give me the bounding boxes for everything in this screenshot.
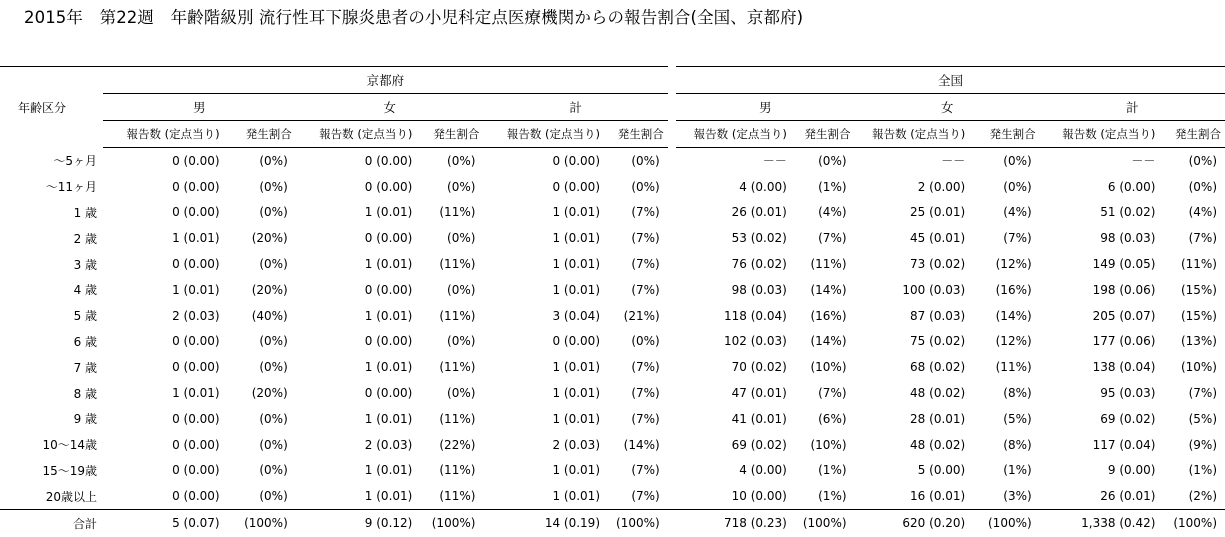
rate-cell: (100%)	[1159, 510, 1225, 536]
reports-header: 報告数 (定点当り)	[855, 121, 970, 148]
rate-cell: (21%)	[623, 308, 660, 323]
table-row	[0, 432, 1225, 458]
rate-cell: (7%)	[631, 489, 660, 504]
rate-cell: (11%)	[995, 360, 1032, 375]
report-count-cell: 3 (0.04)	[552, 308, 600, 323]
age-group-label: ～11ヶ月	[45, 180, 98, 195]
report-count-cell: 718 (0.23)	[676, 510, 791, 536]
rate-cell: (100%)	[224, 510, 296, 536]
rate-cell: (100%)	[969, 510, 1039, 536]
report-count-cell: 45 (0.01)	[910, 231, 966, 246]
rate-cell: (14%)	[810, 282, 847, 297]
report-count-cell: 73 (0.02)	[910, 257, 966, 272]
rate-cell: (0%)	[1003, 153, 1032, 168]
rate-cell: (0%)	[259, 205, 288, 220]
report-count-cell: －－	[941, 154, 966, 169]
rate-cell: (7%)	[631, 205, 660, 220]
report-count-cell: 28 (0.01)	[910, 411, 966, 426]
rate-cell: (11%)	[439, 308, 476, 323]
table-body	[0, 148, 1225, 536]
age-group-label: 15～19歳	[42, 463, 98, 478]
rate-cell: (10%)	[810, 360, 847, 375]
rate-cell: (7%)	[631, 231, 660, 246]
report-count-cell: 177 (0.06)	[1092, 334, 1156, 349]
age-group-label: 7 歳	[73, 360, 98, 375]
rate-cell: (15%)	[1180, 308, 1217, 323]
age-group-label: 6 歳	[73, 334, 98, 349]
national-female-header: 女	[855, 94, 1040, 121]
report-count-cell: 1 (0.01)	[364, 205, 413, 220]
report-count-cell: 1 (0.01)	[552, 411, 600, 426]
region-kyoto-header: 京都府	[103, 67, 668, 94]
report-count-cell: 1 (0.01)	[552, 489, 600, 504]
report-count-cell: 1 (0.01)	[364, 489, 413, 504]
table-row	[0, 200, 1225, 226]
report-count-cell: 0 (0.00)	[552, 334, 600, 349]
report-count-cell: 0 (0.00)	[172, 489, 220, 504]
rate-cell: (7%)	[631, 257, 660, 272]
report-count-cell: 1 (0.01)	[552, 257, 600, 272]
report-count-cell: 620 (0.20)	[855, 510, 970, 536]
report-count-cell: 26 (0.01)	[731, 205, 787, 220]
rate-header: 発生割合	[416, 121, 483, 148]
report-count-cell: 0 (0.00)	[172, 411, 220, 426]
rate-cell: (7%)	[631, 282, 660, 297]
rate-cell: (2%)	[1188, 489, 1217, 504]
report-count-cell: 95 (0.03)	[1100, 386, 1156, 401]
rate-cell: (7%)	[818, 386, 847, 401]
rate-cell: (16%)	[995, 282, 1032, 297]
report-count-cell: 0 (0.00)	[172, 437, 220, 452]
header-row-metrics	[0, 121, 1225, 148]
national-total-header: 計	[1040, 94, 1225, 121]
age-group-label: 3 歳	[73, 257, 98, 272]
report-count-cell: 102 (0.03)	[724, 334, 787, 349]
rate-cell: (0%)	[631, 153, 660, 168]
report-count-cell: 0 (0.00)	[172, 463, 220, 478]
reports-header: 報告数 (定点当り)	[296, 121, 417, 148]
rate-header: 発生割合	[224, 121, 296, 148]
report-count-cell: 1,338 (0.42)	[1040, 510, 1160, 536]
rate-cell: (11%)	[439, 489, 476, 504]
report-count-cell: 1 (0.01)	[552, 386, 600, 401]
report-table	[0, 66, 1225, 536]
report-count-cell: 1 (0.01)	[364, 257, 413, 272]
report-count-cell: 149 (0.05)	[1092, 257, 1156, 272]
report-count-cell: 16 (0.01)	[910, 489, 966, 504]
header-row-region	[0, 67, 1225, 94]
rate-cell: (7%)	[1188, 386, 1217, 401]
rate-cell: (11%)	[439, 411, 476, 426]
report-count-cell: 26 (0.01)	[1100, 489, 1156, 504]
report-count-cell: 48 (0.02)	[910, 386, 966, 401]
table-row	[0, 148, 1225, 174]
report-count-cell: 47 (0.01)	[731, 386, 787, 401]
rate-cell: (11%)	[439, 205, 476, 220]
report-count-cell: 100 (0.03)	[902, 282, 966, 297]
report-count-cell: 117 (0.04)	[1092, 437, 1156, 452]
report-count-cell: 1 (0.01)	[172, 231, 220, 246]
report-count-cell: 138 (0.04)	[1092, 360, 1156, 375]
rate-cell: (16%)	[810, 308, 847, 323]
total-row	[0, 510, 1225, 536]
report-count-cell: 4 (0.00)	[739, 179, 787, 194]
table-row	[0, 406, 1225, 432]
header-row-sex	[0, 94, 1225, 121]
report-count-cell: 48 (0.02)	[910, 437, 966, 452]
rate-cell: (9%)	[1188, 437, 1217, 452]
table-row	[0, 329, 1225, 355]
report-count-cell: 25 (0.01)	[910, 205, 966, 220]
report-count-cell: 0 (0.00)	[364, 153, 413, 168]
rate-cell: (12%)	[995, 257, 1032, 272]
rate-cell: (15%)	[1180, 282, 1217, 297]
report-count-cell: 118 (0.04)	[724, 308, 787, 323]
report-count-cell: 2 (0.00)	[917, 179, 966, 194]
report-count-cell: 75 (0.02)	[910, 334, 966, 349]
region-national-header: 全国	[676, 67, 1225, 94]
table-row	[0, 277, 1225, 303]
rate-cell: (12%)	[995, 334, 1032, 349]
report-count-cell: 53 (0.02)	[731, 231, 787, 246]
rate-cell: (14%)	[810, 334, 847, 349]
age-group-header: 年齢区分	[0, 67, 103, 148]
reports-header: 報告数 (定点当り)	[483, 121, 604, 148]
report-count-cell: 70 (0.02)	[731, 360, 787, 375]
report-count-cell: 68 (0.02)	[910, 360, 966, 375]
rate-cell: (11%)	[439, 360, 476, 375]
rate-cell: (0%)	[1188, 179, 1217, 194]
rate-cell: (1%)	[818, 463, 847, 478]
report-count-cell: 0 (0.00)	[364, 231, 413, 246]
report-count-cell: 1 (0.01)	[172, 386, 220, 401]
rate-cell: (4%)	[1003, 205, 1032, 220]
report-count-cell: 9 (0.12)	[296, 510, 417, 536]
rate-cell: (20%)	[251, 282, 288, 297]
report-count-cell: 205 (0.07)	[1092, 308, 1156, 323]
rate-cell: (0%)	[259, 489, 288, 504]
rate-cell: (11%)	[810, 257, 847, 272]
rate-cell: (10%)	[810, 437, 847, 452]
age-group-label: 合計	[0, 510, 103, 536]
rate-cell: (0%)	[447, 231, 476, 246]
reports-header: 報告数 (定点当り)	[676, 121, 791, 148]
rate-cell: (22%)	[439, 437, 476, 452]
report-count-cell: 1 (0.01)	[552, 360, 600, 375]
report-count-cell: 6 (0.00)	[1107, 179, 1156, 194]
report-count-cell: 1 (0.01)	[364, 463, 413, 478]
table-row	[0, 174, 1225, 200]
rate-cell: (4%)	[1188, 205, 1217, 220]
report-count-cell: 2 (0.03)	[364, 437, 413, 452]
rate-cell: (7%)	[1003, 231, 1032, 246]
age-group-label: 8 歳	[73, 386, 98, 401]
table-row	[0, 354, 1225, 380]
rate-cell: (13%)	[1180, 334, 1217, 349]
age-group-label: 4 歳	[73, 283, 98, 298]
rate-cell: (7%)	[1188, 231, 1217, 246]
rate-cell: (11%)	[439, 257, 476, 272]
rate-cell: (11%)	[1180, 257, 1217, 272]
report-count-cell: 0 (0.00)	[172, 360, 220, 375]
rate-cell: (40%)	[251, 308, 288, 323]
rate-cell: (8%)	[1003, 437, 1032, 452]
rate-cell: (14%)	[995, 308, 1032, 323]
report-count-cell: 1 (0.01)	[364, 360, 413, 375]
report-count-cell: 0 (0.00)	[172, 179, 220, 194]
report-count-cell: 198 (0.06)	[1092, 282, 1156, 297]
rate-cell: (0%)	[447, 153, 476, 168]
report-count-cell: 1 (0.01)	[552, 282, 600, 297]
rate-cell: (0%)	[631, 179, 660, 194]
national-male-header: 男	[676, 94, 854, 121]
report-count-cell: 0 (0.00)	[172, 257, 220, 272]
rate-cell: (14%)	[623, 437, 660, 452]
report-count-cell: 98 (0.03)	[1100, 231, 1156, 246]
report-count-cell: 1 (0.01)	[552, 463, 600, 478]
report-count-cell: 0 (0.00)	[172, 153, 220, 168]
rate-cell: (5%)	[1188, 411, 1217, 426]
report-count-cell: 0 (0.00)	[364, 282, 413, 297]
report-count-cell: 41 (0.01)	[731, 411, 787, 426]
report-count-cell: 5 (0.00)	[917, 463, 966, 478]
report-count-cell: －－	[1131, 154, 1156, 169]
rate-cell: (0%)	[1188, 153, 1217, 168]
report-count-cell: 2 (0.03)	[172, 308, 220, 323]
report-count-cell: 10 (0.00)	[731, 489, 787, 504]
rate-cell: (7%)	[631, 386, 660, 401]
rate-cell: (1%)	[818, 179, 847, 194]
rate-cell: (0%)	[259, 179, 288, 194]
table-row	[0, 483, 1225, 509]
rate-cell: (0%)	[259, 411, 288, 426]
rate-cell: (6%)	[818, 411, 847, 426]
page-title: 2015年 第22週 年齢階級別 流行性耳下腺炎患者の小児科定点医療機関からの報告割合(全国、京都府)	[24, 8, 804, 27]
rate-cell: (0%)	[447, 334, 476, 349]
rate-cell: (0%)	[259, 360, 288, 375]
rate-cell: (0%)	[259, 334, 288, 349]
rate-cell: (0%)	[631, 334, 660, 349]
report-count-cell: －－	[762, 154, 787, 169]
age-group-label: 1 歳	[73, 205, 98, 220]
rate-cell: (10%)	[1180, 360, 1217, 375]
rate-cell: (11%)	[439, 463, 476, 478]
report-count-cell: 98 (0.03)	[731, 282, 787, 297]
report-count-cell: 76 (0.02)	[731, 257, 787, 272]
reports-header: 報告数 (定点当り)	[103, 121, 224, 148]
report-count-cell: 0 (0.00)	[172, 334, 220, 349]
age-group-label: 5 歳	[73, 309, 98, 324]
rate-cell: (3%)	[1003, 489, 1032, 504]
report-count-cell: 1 (0.01)	[364, 411, 413, 426]
report-count-cell: 1 (0.01)	[172, 282, 220, 297]
reports-header: 報告数 (定点当り)	[1040, 121, 1160, 148]
rate-cell: (1%)	[1188, 463, 1217, 478]
rate-cell: (0%)	[259, 257, 288, 272]
rate-cell: (5%)	[1003, 411, 1032, 426]
rate-cell: (100%)	[416, 510, 483, 536]
rate-cell: (0%)	[1003, 179, 1032, 194]
rate-header: 発生割合	[791, 121, 855, 148]
table-row	[0, 251, 1225, 277]
rate-cell: (7%)	[631, 360, 660, 375]
report-count-cell: 5 (0.07)	[103, 510, 224, 536]
rate-cell: (0%)	[818, 153, 847, 168]
report-count-cell: 69 (0.02)	[731, 437, 787, 452]
rate-cell: (0%)	[259, 463, 288, 478]
report-count-cell: 0 (0.00)	[172, 205, 220, 220]
report-count-cell: 0 (0.00)	[552, 179, 600, 194]
table-row	[0, 303, 1225, 329]
report-count-cell: 69 (0.02)	[1100, 411, 1156, 426]
report-count-cell: 0 (0.00)	[552, 153, 600, 168]
rate-cell: (20%)	[251, 386, 288, 401]
rate-cell: (20%)	[251, 231, 288, 246]
table-row	[0, 458, 1225, 484]
rate-cell: (0%)	[259, 153, 288, 168]
age-group-label: 20歳以上	[45, 489, 98, 504]
rate-cell: (0%)	[447, 282, 476, 297]
report-count-cell: 14 (0.19)	[483, 510, 604, 536]
kyoto-female-header: 女	[296, 94, 484, 121]
rate-cell: (1%)	[818, 489, 847, 504]
report-count-cell: 9 (0.00)	[1107, 463, 1156, 478]
rate-header: 発生割合	[969, 121, 1039, 148]
report-count-cell: 1 (0.01)	[552, 205, 600, 220]
rate-header: 発生割合	[1159, 121, 1225, 148]
report-count-cell: 2 (0.03)	[552, 437, 600, 452]
rate-cell: (0%)	[259, 437, 288, 452]
report-count-cell: 0 (0.00)	[364, 334, 413, 349]
report-count-cell: 87 (0.03)	[910, 308, 966, 323]
table-row	[0, 225, 1225, 251]
report-count-cell: 0 (0.00)	[364, 386, 413, 401]
report-count-cell: 1 (0.01)	[552, 231, 600, 246]
rate-cell: (1%)	[1003, 463, 1032, 478]
age-group-label: 10～14歳	[42, 438, 98, 453]
report-count-cell: 0 (0.00)	[364, 179, 413, 194]
age-group-label: ～5ヶ月	[53, 154, 98, 169]
rate-cell: (7%)	[631, 463, 660, 478]
age-group-label: 2 歳	[73, 231, 98, 246]
rate-cell: (7%)	[631, 411, 660, 426]
rate-cell: (8%)	[1003, 386, 1032, 401]
rate-cell: (7%)	[818, 231, 847, 246]
rate-cell: (0%)	[447, 179, 476, 194]
rate-cell: (100%)	[791, 510, 855, 536]
kyoto-total-header: 計	[483, 94, 667, 121]
report-count-cell: 51 (0.02)	[1100, 205, 1156, 220]
rate-cell: (100%)	[604, 510, 668, 536]
rate-cell: (4%)	[818, 205, 847, 220]
report-count-cell: 1 (0.01)	[364, 308, 413, 323]
rate-cell: (0%)	[447, 386, 476, 401]
table-row	[0, 380, 1225, 406]
rate-header: 発生割合	[604, 121, 668, 148]
kyoto-male-header: 男	[103, 94, 296, 121]
age-group-label: 9 歳	[73, 412, 98, 427]
report-count-cell: 4 (0.00)	[739, 463, 787, 478]
